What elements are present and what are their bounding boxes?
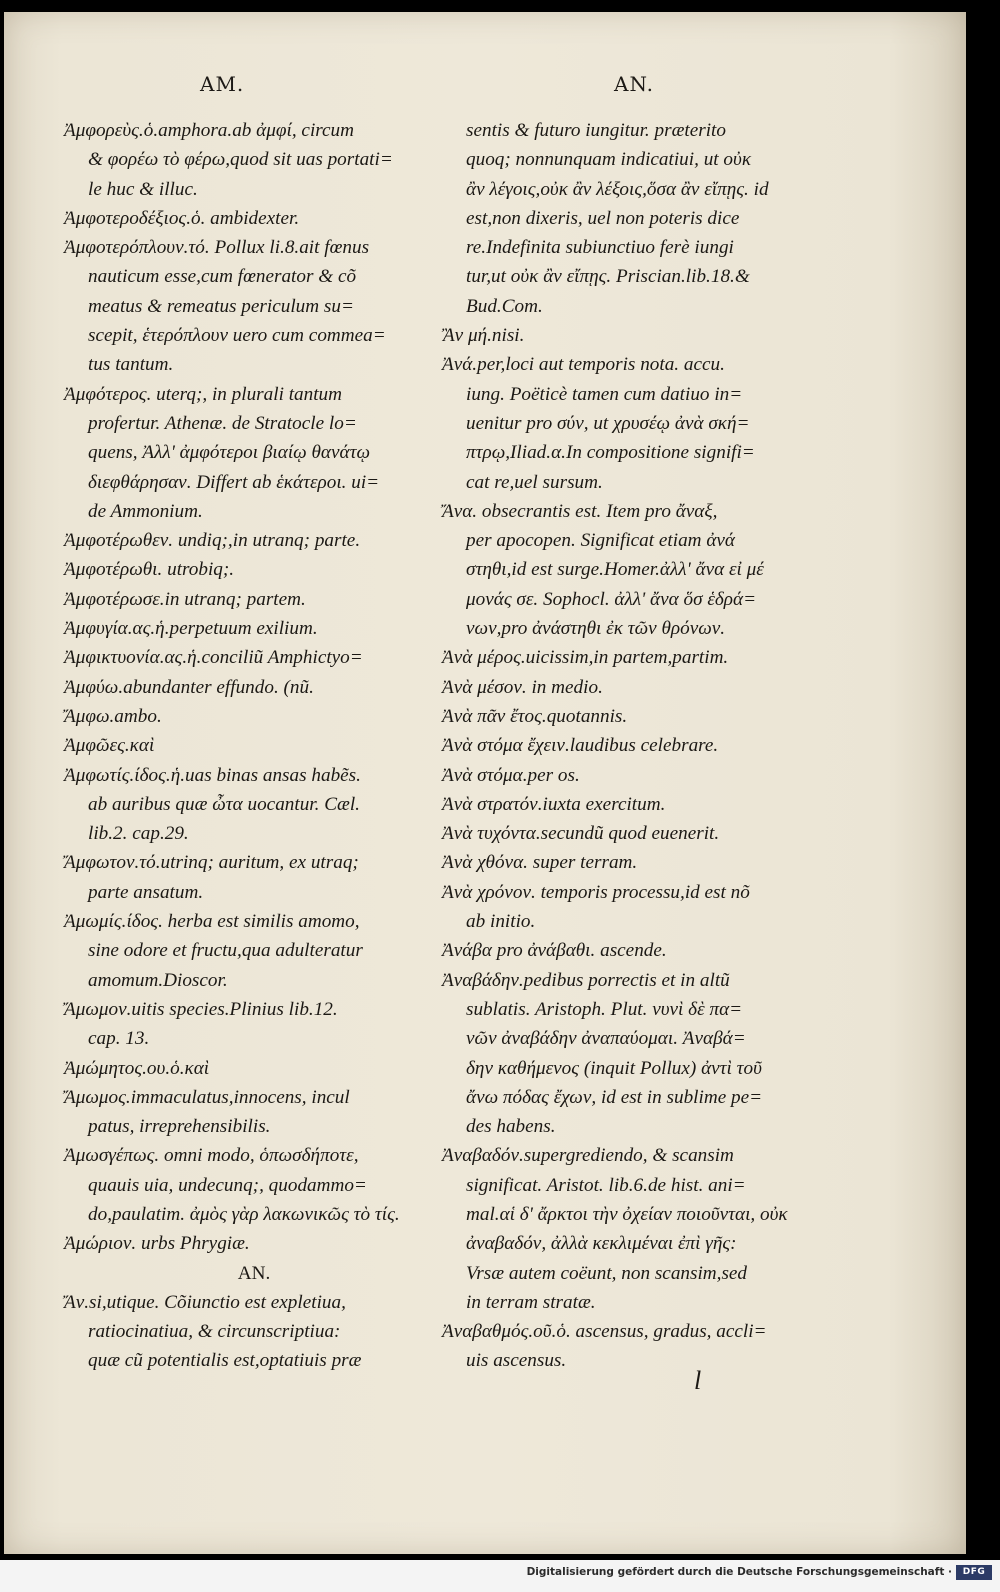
left-column-line: patus, irreprehensibilis.	[88, 1116, 271, 1138]
left-column-line: parte ansatum.	[88, 881, 204, 903]
left-column-line: Ἀμφοτεροδέξιος.ὁ. ambidexter.	[64, 207, 300, 229]
left-column-line: quauis uia, undecunq;, quodammo=	[88, 1174, 367, 1196]
right-column-line: Ἀνὰ χρόνον. temporis processu,id est nõ	[442, 881, 750, 903]
right-column-line: Ἀνὰ στρατόν.iuxta exercitum.	[442, 793, 666, 815]
right-column-line: iung. Poëticè tamen cum datiuo in=	[466, 383, 743, 405]
left-column-line: Ἀμφωτίς.ίδος.ἡ.uas binas ansas habẽs.	[64, 764, 361, 786]
right-column-line: re.Indefinita subiunctiuo ferè iungi	[466, 237, 734, 259]
right-column-line: Vrsæ autem coëunt, non scansim,sed	[466, 1262, 748, 1284]
right-column-line: Ἀνάβα pro ἀνάβαθι. ascende.	[442, 940, 667, 962]
left-column-line: tus tantum.	[88, 354, 174, 376]
book-page	[4, 12, 966, 1554]
right-column-line: mal.αἱ δ' ἄρκτοι τὴν ὀχείαν ποιοῦνται, οὐκ	[466, 1203, 788, 1225]
left-column-line: Ἄμφωτον.τό.utrinq; auritum, ex utraq;	[64, 852, 359, 874]
right-column-line: Ἀναβάδην.pedibus porrectis et in altũ	[442, 969, 730, 991]
right-column-line: Ἀνὰ τυχόντα.secundũ quod euenerit.	[442, 823, 720, 845]
running-head-left: AM.	[200, 72, 245, 96]
left-column-line: Ἀμωμίς.ίδος. herba est similis amomo,	[64, 911, 360, 933]
left-column-line: Ἄμωμος.immaculatus,innocens, incul	[64, 1086, 350, 1108]
left-column-line: Ἀμφοτερόπλουν.τό. Pollux li.8.ait fœnus	[64, 237, 370, 259]
right-column-line: tur,ut οὐκ ἂν εἴπῃς. Priscian.lib.18.&	[466, 266, 750, 288]
right-column-line: est,non dixeris, uel non poteris dice	[466, 207, 740, 229]
left-column-line: Ἀμφύω.abundanter effundo. (nũ.	[64, 676, 314, 698]
right-column-line: νῶν ἀναβάδην ἀναπαύομαι. Ἀναβά=	[466, 1028, 746, 1050]
right-column-line: στηθι,id est surge.Homer.ἀλλ' ἄνα εἰ μέ	[466, 559, 764, 581]
right-column-line: νων,pro ἀνάστηθι ἐκ τῶν θρόνων.	[466, 618, 726, 640]
left-column-line: ab auribus quæ ὦτα uocantur. Cæl.	[88, 793, 360, 815]
right-column-line: Ἀνὰ μέρος.uicissim,in partem,partim.	[442, 647, 729, 669]
left-column-line: Ἀμφοτέρωθεν. undiq;,in utranq; parte.	[64, 530, 361, 552]
left-column-line: Ἀμφικτυονία.ας.ἡ.conciliũ Amphictyo=	[64, 647, 363, 669]
right-column-line: Bud.Com.	[466, 295, 543, 317]
right-column-line: Ἀναβαθμός.οῦ.ὁ. ascensus, gradus, accli=	[442, 1321, 767, 1343]
left-column-line: le huc & illuc.	[88, 178, 198, 200]
right-column-line: sentis & futuro iungitur. præterito	[466, 120, 726, 141]
left-column-line: quæ cũ potentialis est,optatiuis præ	[88, 1350, 362, 1372]
right-column-line: significat. Aristot. lib.6.de hist. ani=	[466, 1174, 746, 1196]
left-column-line: ratiocinatiua, & circunscriptiua:	[88, 1321, 341, 1343]
right-column-line: per apocopen. Significat etiam ἀνά	[466, 530, 735, 552]
signature-mark: l	[694, 1366, 702, 1395]
left-column-line: Ἀμφορεὺς.ὁ.amphora.ab ἀμφί, circum	[64, 120, 354, 141]
left-column-line: sine odore et fructu,qua adulteratur	[88, 940, 363, 962]
left-column-line: Ἀμφῶες.καὶ	[64, 735, 155, 757]
left-column-line: Ἄμφω.ambo.	[64, 705, 162, 727]
left-column-line: Ἀμωσγέπως. omni modo, ὁπωσδήποτε,	[64, 1145, 359, 1167]
right-column-line: in terram stratæ.	[466, 1291, 596, 1313]
left-column-line: de Ammonium.	[88, 500, 203, 522]
left-column-line: amomum.Dioscor.	[88, 969, 228, 991]
right-column-line: πτρῳ,Iliad.α.In compositione signifi=	[466, 442, 755, 464]
right-column-line: uenitur pro σύν, ut χρυσέῳ ἀνὰ σκή=	[466, 412, 750, 434]
right-column-line: ab initio.	[466, 911, 536, 933]
digitization-footer	[0, 1560, 1000, 1592]
right-column-line: ἄνω πόδας ἔχων, id est in sublime pe=	[466, 1086, 763, 1108]
left-column-line: quens, Ἀλλ' ἀμφότεροι βιαίῳ θανάτῳ	[88, 442, 371, 464]
left-column-line: Ἄμωμον.uitis species.Plinius lib.12.	[64, 998, 338, 1020]
right-column-line: μονάς σε. Sophocl. ἀλλ' ἄνα ὅσ ἑδρά=	[466, 588, 757, 610]
right-column	[442, 116, 826, 1376]
left-column-line: nauticum esse,cum fœnerator & cõ	[88, 266, 357, 288]
left-column-line: AN.	[237, 1262, 271, 1284]
right-column-line: ἂν λέγοις,οὐκ ἂν λέξοις,ὅσα ἂν εἴπῃς. id	[466, 178, 769, 200]
right-column-line: cat re,uel sursum.	[466, 471, 603, 493]
right-column-line: Ἀνά.per,loci aut temporis nota. accu.	[442, 354, 725, 376]
left-column-line: Ἄν.si,utique. Cõiunctio est expletiua,	[64, 1291, 346, 1313]
left-column-line: meatus & remeatus periculum su=	[88, 295, 354, 317]
left-column-line: Ἀμφότερος. uterq;, in plurali tantum	[64, 383, 343, 405]
left-column-line: Ἀμφοτέρωθι. utrobiq;.	[64, 559, 235, 581]
right-column-line: des habens.	[466, 1116, 556, 1138]
left-column-line: Ἀμφυγία.ας.ἡ.perpetuum exilium.	[64, 618, 318, 640]
right-column-line: ἀναβαδόν, ἀλλὰ κεκλιμέναι ἐπὶ γῆς:	[466, 1233, 737, 1255]
footer-credit: Digitalisierung gefördert durch die Deutsche Forschungsgemeinschaft ·	[526, 1566, 952, 1578]
right-column-line: Ἄνα. obsecrantis est. Item pro ἄναξ,	[442, 500, 718, 522]
right-column-line: quoq; nonnunquam indicatiui, ut οὐκ	[466, 149, 752, 171]
left-column-line: scepit, ἑτερόπλουν uero cum commea=	[88, 325, 386, 347]
right-column-line: uis ascensus.	[466, 1350, 567, 1372]
left-column-line: Ἀμώμητος.ου.ὁ.καὶ	[64, 1057, 210, 1079]
right-column-line: sublatis. Aristoph. Plut. νυνὶ δὲ πα=	[466, 998, 743, 1020]
dfg-logo-icon: DFG	[956, 1565, 992, 1580]
right-column-line: Ἀνὰ στόμα ἔχειν.laudibus celebrare.	[442, 735, 719, 757]
left-column-line: do,paulatim. ἀμὸς γὰρ λακωνικῶς τὸ τίς.	[88, 1203, 400, 1225]
left-column-line: Ἀμφοτέρωσε.in utranq; partem.	[64, 588, 306, 610]
left-column	[64, 116, 444, 1376]
left-column-line: cap. 13.	[88, 1028, 150, 1050]
left-column-line: lib.2. cap.29.	[88, 823, 189, 845]
right-column-line: δην καθήμενος (inquit Pollux) ἀντὶ τοῦ	[466, 1057, 762, 1079]
right-column-line: Ἀναβαδόν.supergrediendo, & scansim	[442, 1145, 734, 1167]
left-column-line: Ἀμώριον. urbs Phrygiæ.	[64, 1233, 250, 1255]
right-column-line: Ἀνὰ στόμα.per os.	[442, 764, 580, 786]
right-column-line: Ἀνὰ πᾶν ἔτος.quotannis.	[442, 705, 628, 727]
right-column-line: Ἂν μή.nisi.	[442, 325, 525, 347]
left-column-line: διεφθάρησαν. Differt ab ἑκάτεροι. ui=	[88, 471, 380, 493]
right-column-line: Ἀνὰ μέσον. in medio.	[442, 676, 603, 698]
left-column-line: & φορέω τὸ φέρω,quod sit uas portati=	[88, 149, 393, 171]
left-column-line: profertur. Athenæ. de Stratocle lo=	[88, 412, 357, 434]
right-column-line: Ἀνὰ χθόνα. super terram.	[442, 852, 638, 874]
running-head-right: AN.	[614, 72, 655, 96]
